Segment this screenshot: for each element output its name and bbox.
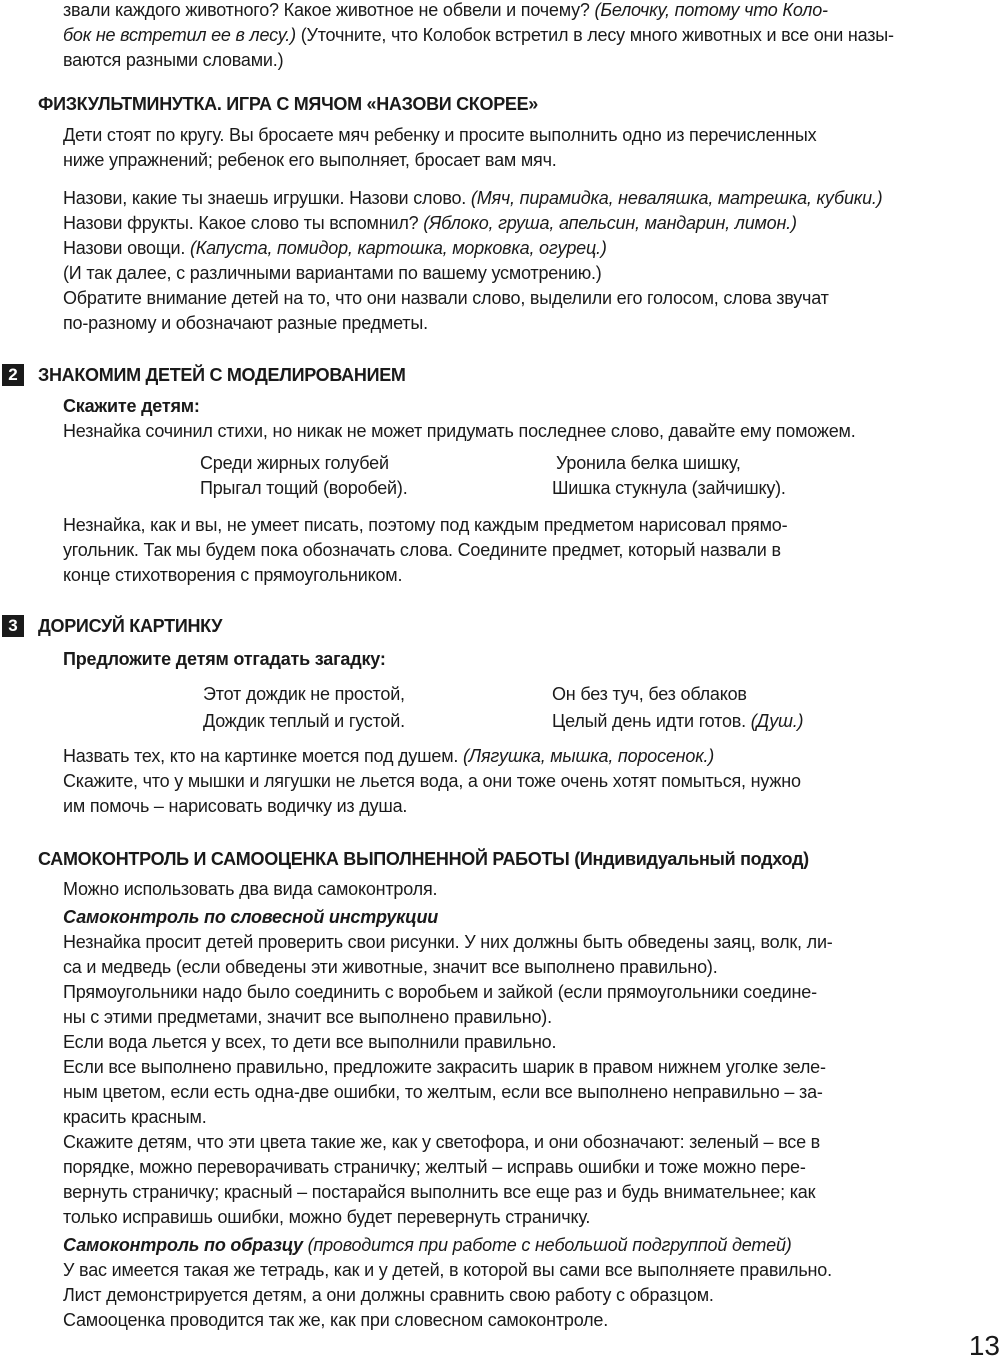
section-number-badge: 2 xyxy=(2,364,24,386)
paragraph-line xyxy=(63,744,714,769)
poem-line: Среди жирных голубей xyxy=(200,453,389,473)
subheading-text: Самоконтроль по образцу xyxy=(63,1235,303,1255)
text: Целый день идти готов. xyxy=(552,711,751,731)
answer-italic: бок не встретил ее в лесу.) xyxy=(63,25,296,45)
section-number-badge: 3 xyxy=(2,615,24,637)
poem-line: Прыгал тощий (воробей). xyxy=(200,478,408,498)
subheading-verbal: Самоконтроль по словесной инструкции xyxy=(63,907,439,927)
paragraph-line: Дети стоят по кругу. Вы бросаете мяч ребенку и просите выполнить одно из перечисленных xyxy=(63,125,817,145)
intro-line-1 xyxy=(63,0,828,23)
text: Назвать тех, кто на картинке моется под душем. xyxy=(63,746,464,766)
paragraph-line: Самооценка проводится так же, как при словесном самоконтроле. xyxy=(63,1310,609,1330)
text: звали каждого животного? Какое животное не обвели и почему? xyxy=(63,0,595,20)
subheading: Предложите детям отгадать загадку: xyxy=(63,649,386,669)
answer-italic: (Капуста, помидор, картошка, морковка, огурец.) xyxy=(189,238,607,258)
answer-italic: (Мяч, пирамидка, неваляшка, матрешка, кубики.) xyxy=(470,188,883,208)
paragraph-line: Если все выполнено правильно, предложите закрасить шарик в правом нижнем уголке зеле- xyxy=(63,1057,826,1077)
section-heading-modeling: ЗНАКОМИМ ДЕТЕЙ С МОДЕЛИРОВАНИЕМ xyxy=(38,365,406,385)
paragraph-line: Обратите внимание детей на то, что они назвали слово, выделили его голосом, слова звучат xyxy=(63,288,829,308)
section-heading-physical-minute: ФИЗКУЛЬТМИНУТКА. ИГРА С МЯЧОМ «НАЗОВИ СКОРЕЕ» xyxy=(38,94,539,114)
note-line: (И так далее, с различными вариантами по вашему усмотрению.) xyxy=(63,263,602,283)
paragraph-line: Незнайка сочинил стихи, но никак не может придумать последнее слово, давайте ему поможем. xyxy=(63,421,856,441)
exercise-item xyxy=(63,186,882,211)
paragraph-line: са и медведь (если обведены эти животные, значит все выполнено правильно). xyxy=(63,957,718,977)
riddle-line: Этот дождик не простой, xyxy=(203,684,405,704)
paragraph-line: Незнайка, как и вы, не умеет писать, поэтому под каждым предметом нарисовал прямо- xyxy=(63,515,788,535)
paragraph-line: ны с этими предметами, значит все выполнено правильно). xyxy=(63,1007,552,1027)
riddle-line: Дождик теплый и густой. xyxy=(203,711,405,731)
intro-line-3: ваются разными словами.) xyxy=(63,50,284,70)
paragraph-line: им помочь – нарисовать водичку из душа. xyxy=(63,796,408,816)
paragraph-line: по-разному и обозначают разные предметы. xyxy=(63,313,428,333)
paragraph-line: вернуть страничку; красный – постарайся выполнить все еще раз и будь внимательнее; как xyxy=(63,1182,816,1202)
note-italic: (проводится при работе с небольшой подгруппой детей) xyxy=(302,1235,792,1255)
paragraph-line: Если вода льется у всех, то дети все выполнили правильно. xyxy=(63,1032,557,1052)
answer-italic: (Яблоко, груша, апельсин, мандарин, лимон.) xyxy=(423,213,797,233)
paragraph-line: только исправишь ошибки, можно будет перевернуть страничку. xyxy=(63,1207,591,1227)
riddle-line: Он без туч, без облаков xyxy=(552,684,747,704)
paragraph-line: У вас имеется такая же тетрадь, как и у детей, в которой вы сами все выполняете правильно. xyxy=(63,1260,832,1280)
paragraph-line: Прямоугольники надо было соединить с воробьем и зайкой (если прямоугольники соедине- xyxy=(63,982,817,1002)
text: Назови, какие ты знаешь игрушки. Назови слово. xyxy=(63,188,471,208)
intro-line-2 xyxy=(63,23,894,48)
answer-italic: (Белочку, потому что Коло- xyxy=(594,0,828,20)
paragraph-line: Лист демонстрируется детям, а они должны сравнить свою работу с образцом. xyxy=(63,1285,714,1305)
answer-italic: (Лягушка, мышка, поросенок.) xyxy=(463,746,715,766)
answer-italic: (Душ.) xyxy=(750,711,804,731)
text: Назови овощи. xyxy=(63,238,190,258)
poem-line: Уронила белка шишку, xyxy=(556,453,741,473)
paragraph-line: конце стихотворения с прямоугольником. xyxy=(63,565,403,585)
paragraph-line: Скажите детям, что эти цвета такие же, как у светофора, и они обозначают: зеленый – все в xyxy=(63,1132,821,1152)
paragraph-line: порядке, можно переворачивать страничку; желтый – исправь ошибки и тоже можно пере- xyxy=(63,1157,806,1177)
section-heading-self-control: САМОКОНТРОЛЬ И САМООЦЕНКА ВЫПОЛНЕННОЙ РАБОТЫ (Индивидуальный подход) xyxy=(38,849,809,869)
paragraph-line: ниже упражнений; ребенок его выполняет, бросает вам мяч. xyxy=(63,150,557,170)
paragraph-line: Можно использовать два вида самоконтроля. xyxy=(63,879,438,899)
subheading: Скажите детям: xyxy=(63,396,200,416)
paragraph-line: угольник. Так мы будем пока обозначать слова. Соедините предмет, который назвали в xyxy=(63,540,781,560)
paragraph-line: Незнайка просит детей проверить свои рисунки. У них должны быть обведены заяц, волк, ли- xyxy=(63,932,833,952)
paragraph-line: ным цветом, если есть одна-две ошибки, то желтым, если все выполнено неправильно – за- xyxy=(63,1082,823,1102)
text: Назови фрукты. Какое слово ты вспомнил? xyxy=(63,213,424,233)
riddle-line xyxy=(552,709,803,734)
poem-line: Шишка стукнула (зайчишку). xyxy=(552,478,786,498)
page-number: 13 xyxy=(968,1330,1000,1361)
exercise-item xyxy=(63,211,797,236)
subheading-sample xyxy=(63,1233,792,1258)
paragraph-line: красить красным. xyxy=(63,1107,207,1127)
section-heading-draw: ДОРИСУЙ КАРТИНКУ xyxy=(38,616,223,636)
paragraph-line: Скажите, что у мышки и лягушки не льется вода, а они тоже очень хотят помыться, нужно xyxy=(63,771,801,791)
exercise-item xyxy=(63,236,607,261)
text: (Уточните, что Колобок встретил в лесу много животных и все они назы- xyxy=(295,25,894,45)
